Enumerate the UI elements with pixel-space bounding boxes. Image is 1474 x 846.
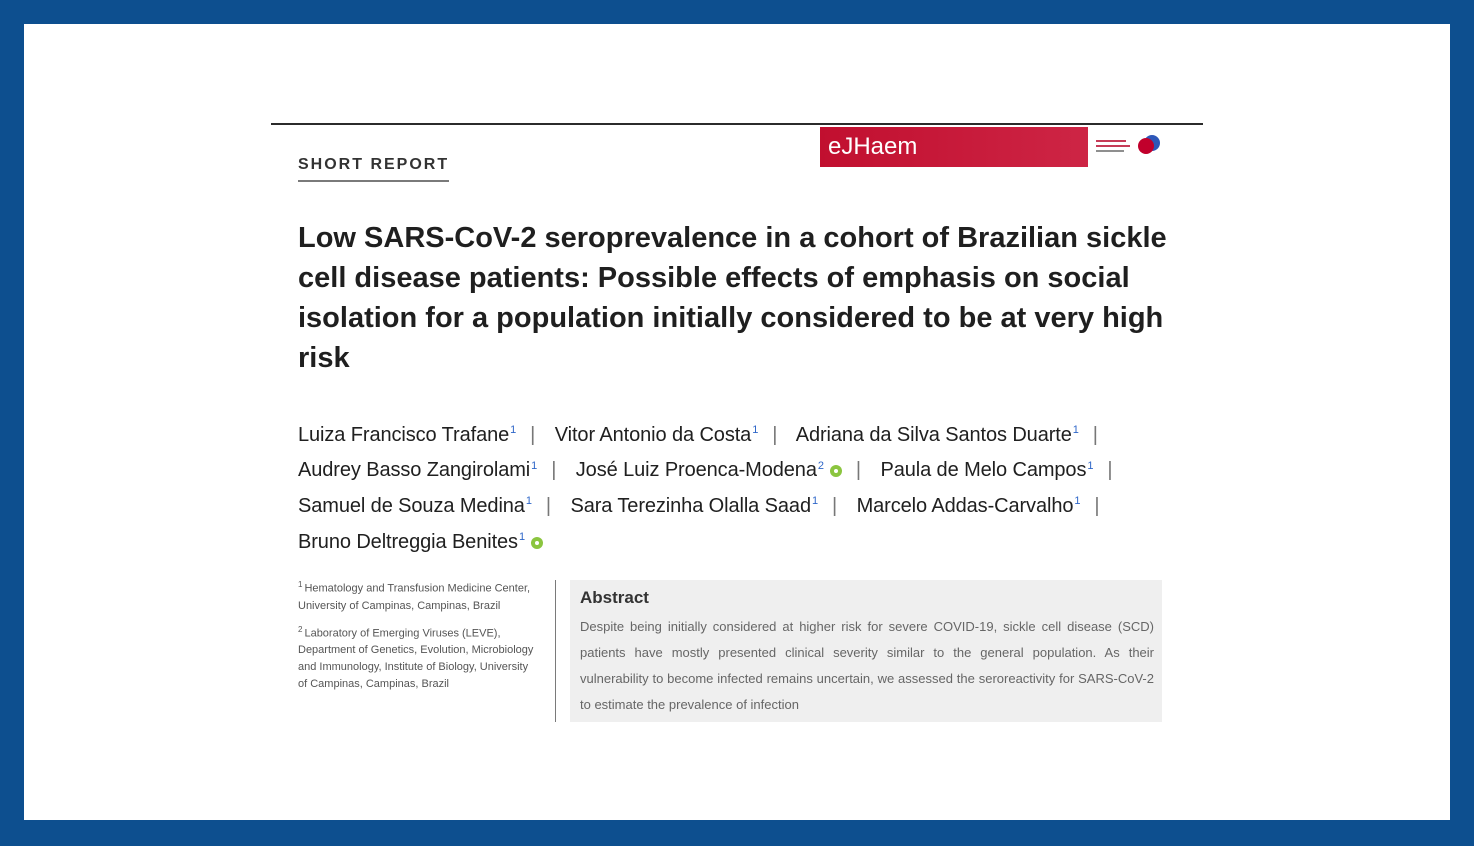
author-line-3 bbox=[298, 486, 1158, 522]
author-name[interactable]: Samuel de Souza Medina$^1$ bbox=[298, 494, 532, 517]
article-title: Low SARS-CoV-2 seroprevalence in a cohort of Brazilian sickle cell disease patients: Possible effects of emphasis on social isolation for a population initially considered to be at very high risk bbox=[298, 222, 1167, 374]
affiliation-item: $^1$ Hematology and Transfusion Medicine Center, University of Campinas, Campinas, Brazil bbox=[298, 580, 531, 612]
abstract-box bbox=[570, 580, 1162, 722]
author-line-1 bbox=[298, 415, 1158, 451]
orcid-icon[interactable] bbox=[531, 537, 543, 549]
author-name[interactable]: Sara Terezinha Olalla Saad$^1$ bbox=[570, 494, 818, 517]
author-line-4 bbox=[298, 522, 1158, 558]
author-name[interactable]: José Luiz Proenca-Modena$^2$ bbox=[576, 459, 842, 481]
report-type-label: SHORT REPORT bbox=[298, 156, 449, 182]
column-divider bbox=[555, 580, 556, 722]
abstract-heading: Abstract bbox=[580, 588, 649, 607]
author-name[interactable]: Paula de Melo Campos$^1$ bbox=[880, 459, 1094, 482]
journal-banner bbox=[820, 127, 1164, 167]
orcid-icon[interactable] bbox=[830, 465, 842, 477]
author-name[interactable]: Audrey Basso Zangirolami$^1$ bbox=[298, 459, 538, 482]
author-separator: | bbox=[1094, 494, 1100, 517]
affiliation-item: $^2$ Laboratory of Emerging Viruses (LEVE), Department of Genetics, Evolution, Microbiology and Immunology, Institute of Biology, University of Campinas, Campinas, Brazil bbox=[298, 624, 534, 691]
author-separator: | bbox=[832, 494, 838, 517]
author-separator: | bbox=[1092, 423, 1098, 446]
author-separator: | bbox=[772, 423, 778, 446]
author-separator: | bbox=[545, 494, 551, 517]
affiliations bbox=[298, 576, 538, 699]
author-separator: | bbox=[1107, 459, 1113, 482]
author-name[interactable]: Bruno Deltreggia Benites$^1$ bbox=[298, 531, 543, 553]
author-name[interactable]: Luiza Francisco Trafane$^1$ bbox=[298, 423, 517, 446]
society-logo-mark bbox=[1138, 138, 1154, 154]
author-name[interactable]: Adriana da Silva Santos Duarte$^1$ bbox=[795, 423, 1079, 446]
author-separator: | bbox=[530, 423, 536, 446]
society-logo-icon bbox=[1088, 127, 1164, 167]
journal-name: eJHaem bbox=[828, 133, 918, 160]
author-name[interactable]: Vitor Antonio da Costa$^1$ bbox=[554, 423, 759, 446]
author-separator: | bbox=[551, 459, 557, 482]
author-separator: | bbox=[855, 459, 861, 482]
author-name[interactable]: Marcelo Addas-Carvalho$^1$ bbox=[856, 494, 1081, 517]
abstract-text: Despite being initially considered at higher risk for severe COVID-19, sickle cell disease (SCD) patients have mostly presented clinical severity similar to the general population. As their vulnerability to become infected remains uncertain, we assessed the seroreactivity for SARS-CoV-2 to estimate the prevalence of infection bbox=[580, 619, 1154, 712]
paper-page bbox=[24, 24, 1450, 820]
society-logo-text-lines bbox=[1096, 140, 1132, 154]
author-line-2 bbox=[298, 451, 1158, 487]
author-list bbox=[298, 415, 1158, 558]
top-rule bbox=[271, 123, 1203, 125]
